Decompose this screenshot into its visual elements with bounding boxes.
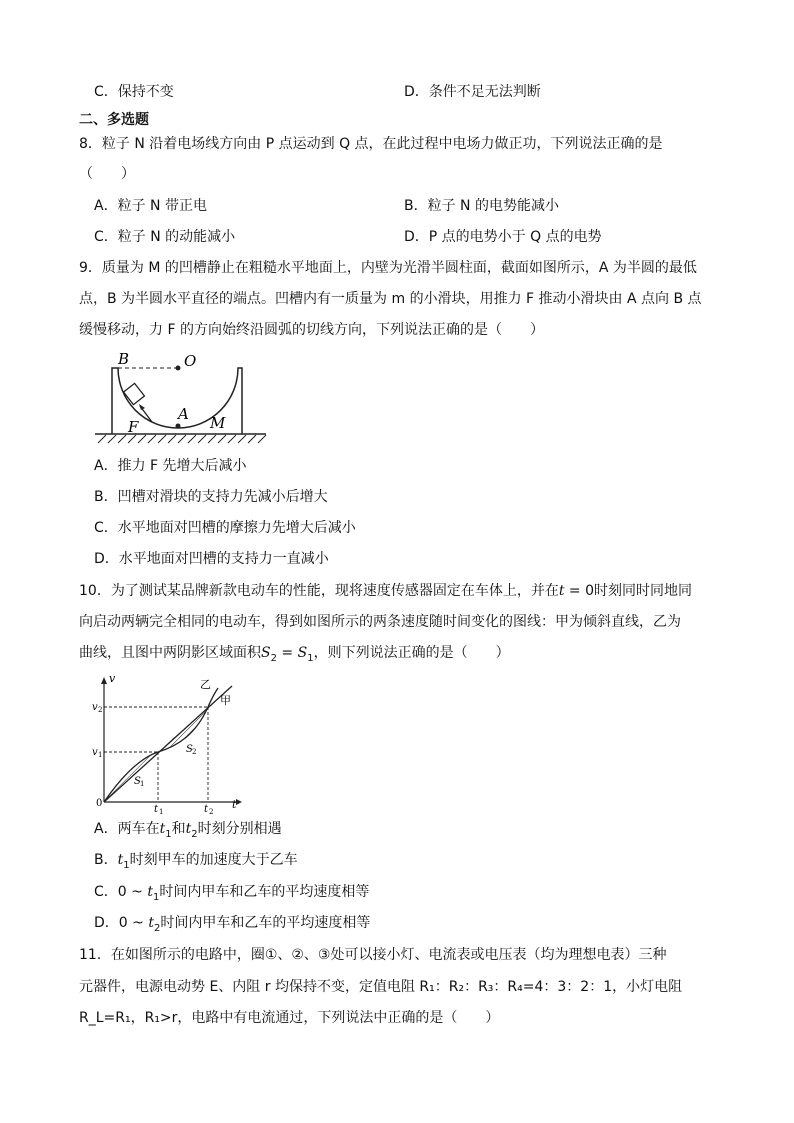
q11-stem-line2: 元器件，电源电动势 E、内阻 r 均保持不变，定值电阻 R₁：R₂：R₃：R₄=4：3：2：1，小灯电阻 [79,979,683,995]
q10-option-d: D．0 ~ $t_2$时间内甲车和乙车的平均速度相等 [94,915,371,934]
svg-text:2: 2 [98,706,103,714]
q9-stem-line3: 缓慢移动，力 F 的方向始终沿圆弧的切线方向，下列说法正确的是（ ） [79,322,544,338]
q10-stem-s2: S [261,645,271,661]
fig-label-f: F [128,418,139,436]
q10-stem-eq: = [276,645,298,661]
q10-stem-line1-b: = 0时刻同时同地同 [564,583,692,599]
fig-label-a: A [178,405,189,423]
svg-text:1: 1 [140,780,145,788]
q11-stem-line1: 11．在如图所示的电路中，圈①、②、③处可以接小灯、电流表或电压表（均为理想电表）三种 [79,947,667,963]
q9-option-c: C．水平地面对凹槽的摩擦力先增大后减小 [94,520,356,536]
svg-text:1: 1 [159,808,164,814]
q10-stem-line2: 向启动两辆完全相同的电动车，得到如图所示的两条速度随时间变化的图线：甲为倾斜直线，乙为 [79,614,681,630]
q10-stem-t: t [558,583,565,599]
q10-option-c: C．0 ~ $t_1$时间内甲车和乙车的平均速度相等 [94,884,370,903]
graph-s2: S [186,744,193,755]
q9-option-a: A．推力 F 先增大后减小 [94,458,247,474]
q8-option-a: A．粒子 N 带正电 [94,198,207,214]
svg-text:2: 2 [192,748,197,756]
q8-option-d: D．P 点的电势小于 Q 点的电势 [404,229,602,245]
graph-t1: t [154,804,159,814]
q9-groove-figure [90,348,270,446]
q9-stem-line2: 点，B 为半圆水平直径的端点。凹槽内有一质量为 m 的小滑块，用推力 F 推动小滑块由 A 点向 B 点 [79,291,702,307]
q8-stem-line2: （ ） [79,166,135,182]
graph-s1: S [134,776,141,787]
q8-option-c: C．粒子 N 的动能减小 [94,229,236,245]
q10-option-b: B．$t_1$时刻甲车的加速度大于乙车 [94,852,298,871]
graph-v1: v [92,747,98,758]
q7-option-d: D．条件不足无法判断 [404,84,541,100]
q11-stem-line3: R_L=R₁，R₁>r，电路中有电流通过，下列说法中正确的是（ ） [79,1010,500,1026]
q9-option-d: D．水平地面对凹槽的支持力一直减小 [94,551,329,567]
q10-stem-s1: S [297,645,308,661]
q7-option-c: C．保持不变 [94,84,174,100]
svg-text:1: 1 [98,751,103,759]
fig-label-b: B [118,350,130,368]
graph-label-jia: 甲 [220,694,231,707]
q8-option-b: B．粒子 N 的电势能减小 [404,198,559,214]
graph-label-yi: 乙 [200,678,211,691]
q9-stem-line1: 9．质量为 M 的凹槽静止在粗糙水平地面上，内壁为光滑半圆柱面，截面如图所示，A 为半圆的最低 [79,260,697,276]
svg-text:2: 2 [209,808,214,814]
q10-velocity-graph [92,672,252,814]
fig-label-o: O [184,352,197,370]
graph-v2: v [92,702,98,713]
q8-stem-line1: 8．粒子 N 沿着电场线方向由 P 点运动到 Q 点，在此过程中电场力做正功，下列说法正确的是 [79,136,663,152]
graph-y-label: v [109,672,116,685]
q10-stem-line1-a: 10．为了测试某品牌新款电动车的性能，现将速度传感器固定在车体上，并在 [79,583,559,599]
q10-stem-line3-b: ，则下列说法正确的是（ ） [313,645,510,661]
fig-label-m: M [210,414,226,432]
q10-stem-line3-a: 曲线，且图中两阴影区域面积 [79,645,261,661]
graph-origin: 0 [96,798,103,809]
graph-x-label: t [232,798,237,811]
q10-option-a: A．两车在$t_1$和$t_2$时刻分别相遇 [94,821,282,840]
graph-t2: t [204,804,209,814]
q9-option-b: B．凹槽对滑块的支持力先减小后增大 [94,489,328,505]
section-title: 二、多选题 [79,112,149,128]
q10-stem-line1 [79,582,692,600]
q10-stem-line3: 曲线，且图中两阴影区域面积$S_2 = S_1$，则下列说法正确的是（ ） [79,645,510,664]
